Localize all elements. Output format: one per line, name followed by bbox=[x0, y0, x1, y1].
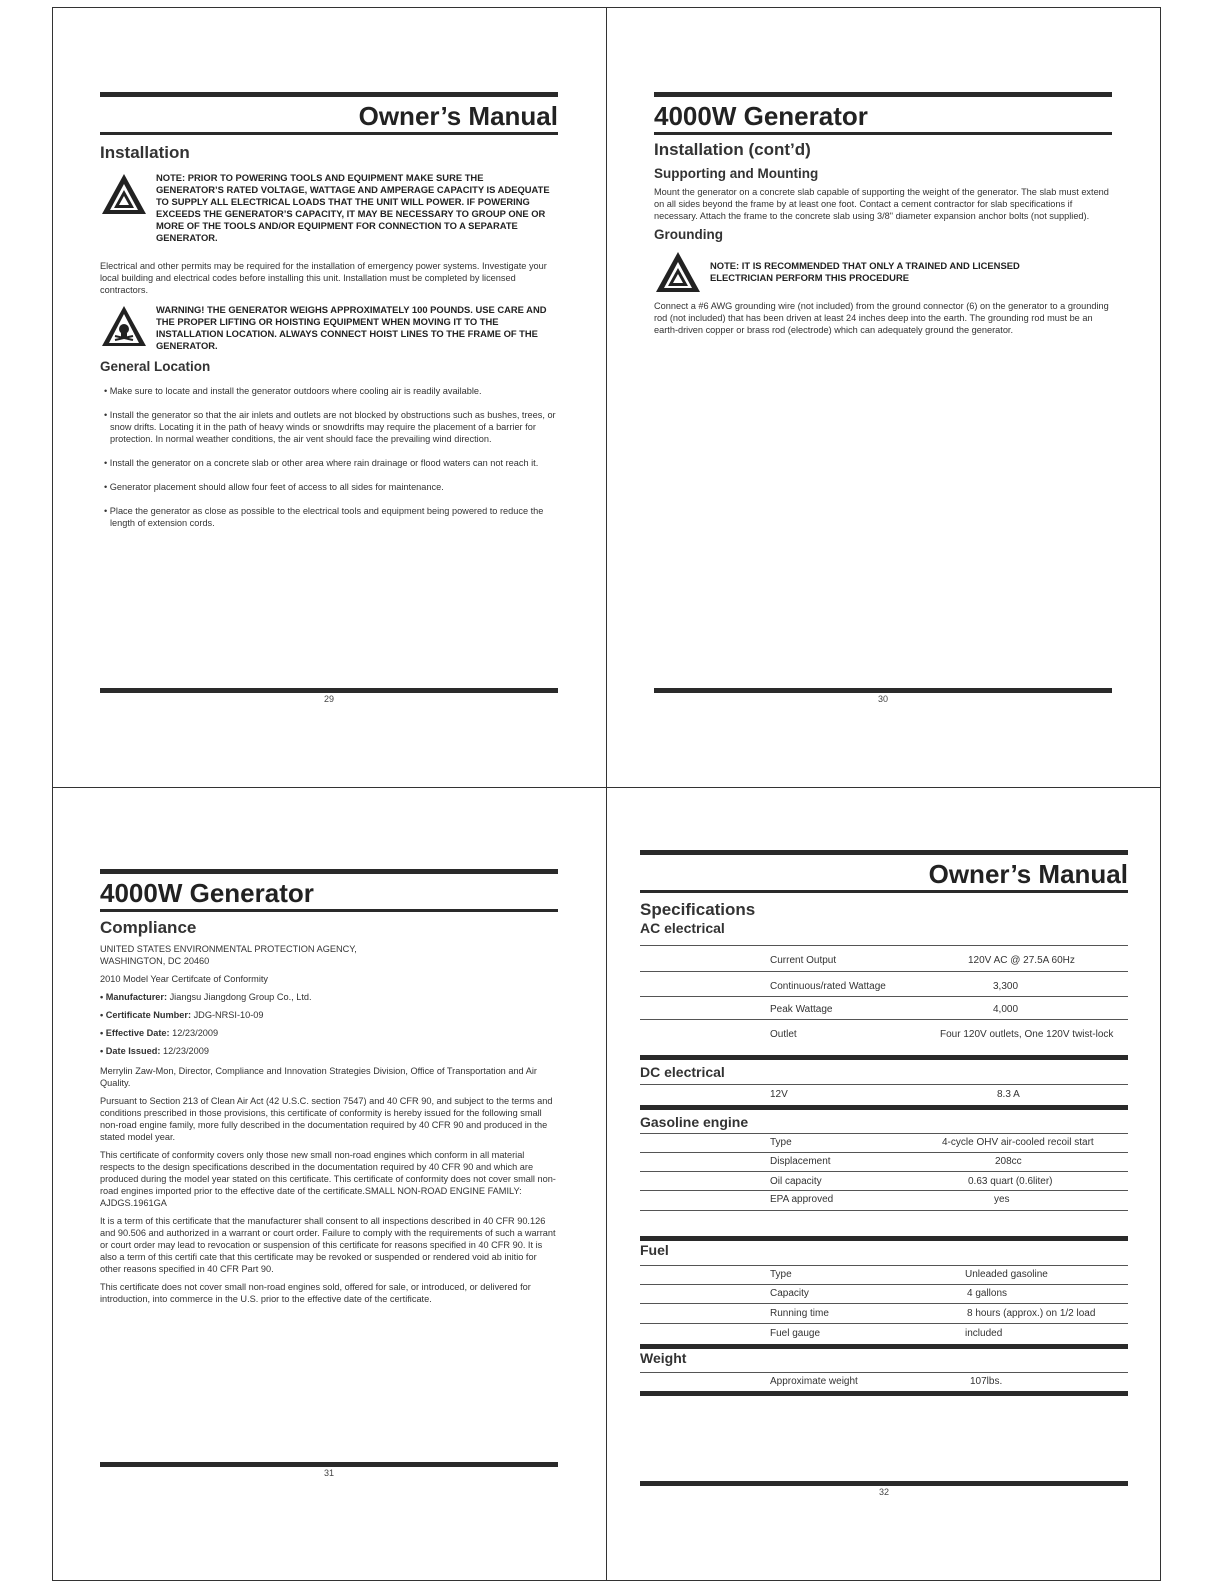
group-rule bbox=[640, 1236, 1128, 1241]
top-rule bbox=[640, 850, 1128, 855]
spec-key: Outlet bbox=[770, 1029, 797, 1040]
certificate-title: 2010 Model Year Certifcate of Conformity bbox=[100, 974, 269, 984]
page-31 bbox=[100, 869, 558, 1305]
rule bbox=[640, 1190, 1128, 1191]
spec-value: 8 hours (approx.) on 1/2 load bbox=[967, 1308, 1096, 1319]
page-title: Owner’s Manual bbox=[928, 859, 1128, 889]
spec-key: Running time bbox=[770, 1308, 829, 1319]
section-heading-compliance: Compliance bbox=[100, 918, 197, 937]
mounting-paragraph: Mount the generator on a concrete slab capable of supporting the weight of the generator. The slab must extend on all sides beyond the frame by at least one foot. Contact a cement contractor for slab specifications if necessary. Attach the frame to the concrete slab using 3/8" diameter expansion anchor bolts (not supplied). bbox=[654, 187, 1109, 221]
rule bbox=[640, 1152, 1128, 1153]
page-title: 4000W Generator bbox=[654, 101, 868, 131]
note-block bbox=[100, 172, 558, 244]
subheading-supporting-mounting: Supporting and Mounting bbox=[654, 166, 819, 181]
spec-value: 107lbs. bbox=[970, 1376, 1003, 1387]
field-value: Jiangsu Jiangdong Group Co., Ltd. bbox=[167, 992, 312, 1002]
subheading-grounding: Grounding bbox=[654, 227, 723, 242]
note-block bbox=[654, 250, 1112, 294]
rule bbox=[640, 945, 1128, 946]
group-label-weight: Weight bbox=[640, 1350, 687, 1366]
grounding-paragraph: Connect a #6 AWG grounding wire (not included) from the ground connector (6) on the generator to a grounding rod (not included) that has been driven at least 24 inches deep into the earth. The grounding rod must be an earth-driven copper or brass rod (electrode) which can adequately ground the generator. bbox=[654, 301, 1109, 335]
spec-key: Oil capacity bbox=[770, 1176, 822, 1187]
date-issued-line bbox=[100, 1045, 558, 1057]
section-heading-installation-contd: Installation (cont’d) bbox=[654, 140, 811, 159]
spec-key: Type bbox=[770, 1137, 792, 1148]
rule bbox=[640, 1210, 1128, 1211]
spec-key: Capacity bbox=[770, 1288, 809, 1299]
warning-text: WARNING! THE GENERATOR WEIGHS APPROXIMATELY 100 POUNDS. USE CARE AND THE PROPER LIFTING OR HOISTING EQUIPMENT WHEN MOVING IT TO THE INSTALLATION LOCATION. ALWAYS CONNECT HOIST LINES TO THE FRAME OF THE GENERATOR. bbox=[156, 304, 547, 351]
rule bbox=[640, 1133, 1128, 1134]
compliance-paragraph: Pursuant to Section 213 of Clean Air Act (42 U.S.C. section 7547) and 40 CFR 90, and subject to the terms and conditions prescribed in those provisions, this certificate of conformity is hereby issued for the following small non-road engine family, more fully described in the documentation required by 40 CFR 90 and produced in the stated model year. bbox=[100, 1096, 553, 1142]
spec-value: 8.3 A bbox=[997, 1089, 1020, 1100]
director-paragraph: Merrylin Zaw-Mon, Director, Compliance and Innovation Strategies Division, Office of Transportation and Air Quality. bbox=[100, 1066, 537, 1088]
compliance-paragraph: This certificate of conformity covers only those new small non-road engines which conform in all material respects to the design specifications described in the documentation required by 40 CFR 90 and which are produced during the model year stated on this certificate. This certificate of conformity does not cover small non-road engines imported prior to the effective date of the certificate.SMALL NON-ROAD ENGINE FAMILY: AJDGS.1961GA bbox=[100, 1150, 556, 1208]
page-title: 4000W Generator bbox=[100, 878, 314, 908]
spec-table bbox=[640, 920, 1128, 1400]
field-label: • Date Issued: bbox=[100, 1046, 161, 1056]
rule bbox=[640, 1372, 1128, 1373]
rule bbox=[640, 996, 1128, 997]
agency-line: UNITED STATES ENVIRONMENTAL PROTECTION AGENCY, bbox=[100, 944, 357, 954]
page-29 bbox=[100, 92, 558, 529]
spec-value: 0.63 quart (0.6liter) bbox=[968, 1176, 1053, 1187]
compliance-paragraph: It is a term of this certificate that the manufacturer shall consent to all inspections described in 40 CFR 90.126 and 90.506 and authorized in a warrant or court order. Failure to comply with the requirements of such a warrant or court order may lead to revocation or suspension of this certificate for reasons specified in 40 CFR 90. It is also a term of this certifi cate that this certificate may be revoked or suspended or rendered void ab initio for other reasons specified in 40 CFR Part 90. bbox=[100, 1216, 556, 1274]
group-rule bbox=[640, 1055, 1128, 1060]
section-heading-specifications: Specifications bbox=[640, 900, 756, 919]
group-label-fuel: Fuel bbox=[640, 1242, 669, 1258]
spec-key: 12V bbox=[770, 1089, 788, 1100]
group-rule bbox=[640, 1391, 1128, 1396]
list-item: • Place the generator as close as possible to the electrical tools and equipment being powered to reduce the length of extension cords. bbox=[104, 506, 544, 528]
field-label: • Manufacturer: bbox=[100, 992, 168, 1002]
certificate-number-line bbox=[100, 1009, 558, 1021]
rule bbox=[640, 1019, 1128, 1020]
spec-value: Four 120V outlets, One 120V twist-lock bbox=[940, 1029, 1114, 1040]
spec-key: Peak Wattage bbox=[770, 1004, 833, 1015]
title-rule bbox=[100, 132, 558, 135]
rule bbox=[640, 1303, 1128, 1304]
spec-value: 208cc bbox=[995, 1156, 1022, 1167]
footer-rule bbox=[100, 688, 558, 693]
note-text: NOTE: PRIOR TO POWERING TOOLS AND EQUIPMENT MAKE SURE THE GENERATOR’S RATED VOLTAGE, WATTAGE AND AMPERAGE CAPACITY IS ADEQUATE TO SUPPLY ALL ELECTRICAL LOADS THAT THE UNIT WILL POWER. IF POWERING EXCEEDS THE GENERATOR’S CAPACITY, IT MAY BE NECESSARY TO GROUP ONE OR MORE OF THE TOOLS AND/OR EQUIPMENT FOR CONNECTION TO A SEPARATE GENERATOR. bbox=[156, 172, 550, 243]
horizontal-divider bbox=[52, 787, 1161, 788]
spec-value: 4 gallons bbox=[967, 1288, 1008, 1299]
agency-address: WASHINGTON, DC 20460 bbox=[100, 956, 210, 966]
page-number: 31 bbox=[323, 1468, 334, 1478]
rule bbox=[640, 1171, 1128, 1172]
field-value: 12/23/2009 bbox=[169, 1028, 219, 1038]
group-rule bbox=[640, 1105, 1128, 1110]
list-item: • Install the generator on a concrete slab or other area where rain drainage or flood waters can not reach it. bbox=[104, 458, 539, 468]
page-32 bbox=[640, 850, 1128, 920]
section-heading-installation: Installation bbox=[100, 143, 190, 162]
page-number: 29 bbox=[323, 694, 334, 704]
vertical-divider bbox=[606, 7, 607, 1581]
spec-value: 4,000 bbox=[993, 1004, 1019, 1015]
group-rule bbox=[640, 1344, 1128, 1349]
footer-rule bbox=[654, 688, 1112, 693]
group-label-engine: Gasoline engine bbox=[640, 1114, 749, 1130]
effective-date-line bbox=[100, 1027, 558, 1039]
top-rule bbox=[100, 92, 558, 97]
footer-rule bbox=[100, 1462, 558, 1467]
field-value: JDG-NRSI-10-09 bbox=[191, 1010, 264, 1020]
spec-key: EPA approved bbox=[770, 1194, 834, 1205]
rule bbox=[640, 971, 1128, 972]
spec-value: 3,300 bbox=[993, 981, 1019, 992]
spec-key: Current Output bbox=[770, 955, 837, 966]
field-label: • Effective Date: bbox=[100, 1028, 170, 1038]
page-number: 32 bbox=[878, 1487, 889, 1497]
page-number: 30 bbox=[877, 694, 888, 704]
spec-value: 4-cycle OHV air-cooled recoil start bbox=[942, 1137, 1094, 1148]
spec-key: Type bbox=[770, 1269, 792, 1280]
list-item: • Make sure to locate and install the generator outdoors where cooling air is readily available. bbox=[104, 386, 482, 396]
title-rule bbox=[654, 132, 1112, 135]
list-item: • Install the generator so that the air inlets and outlets are not blocked by obstructions such as bushes, trees, or snow drifts. Locating it in the path of heavy winds or snowdrifts may require the placement of a barrier for protection. In normal weather conditions, the air vent should face the prevailing wind direction. bbox=[104, 410, 556, 444]
rule bbox=[640, 1084, 1128, 1085]
page-30 bbox=[654, 92, 1112, 336]
compliance-paragraph: This certificate does not cover small non-road engines sold, offered for sale, or introduced, or delivered for introduction, into commerce in the U.S. prior to the effective date of the certificate. bbox=[100, 1282, 531, 1304]
rule bbox=[640, 1284, 1128, 1285]
spec-value: yes bbox=[994, 1194, 1010, 1205]
warning-triangle-icon bbox=[100, 172, 148, 216]
field-label: • Certificate Number: bbox=[100, 1010, 192, 1020]
manufacturer-line bbox=[100, 991, 558, 1003]
rule bbox=[640, 1323, 1128, 1324]
list-item: • Generator placement should allow four feet of access to all sides for maintenance. bbox=[104, 482, 444, 492]
group-label-ac: AC electrical bbox=[640, 920, 725, 936]
permits-paragraph: Electrical and other permits may be required for the installation of emergency power systems. Investigate your local building and electrical codes before installing this unit. Installation must be completed by licensed contractors. bbox=[100, 261, 547, 295]
top-rule bbox=[654, 92, 1112, 97]
spec-value: Unleaded gasoline bbox=[965, 1269, 1048, 1280]
spec-key: Displacement bbox=[770, 1156, 831, 1167]
spec-key: Approximate weight bbox=[770, 1376, 858, 1387]
warning-triangle-icon bbox=[654, 250, 702, 294]
hazard-skull-icon bbox=[100, 304, 148, 348]
top-rule bbox=[100, 869, 558, 874]
rule bbox=[640, 1265, 1128, 1266]
group-label-dc: DC electrical bbox=[640, 1064, 725, 1080]
title-rule bbox=[640, 890, 1128, 893]
spec-key: Continuous/rated Wattage bbox=[770, 981, 886, 992]
footer-rule bbox=[640, 1481, 1128, 1486]
spec-key: Fuel gauge bbox=[770, 1328, 821, 1339]
note-text: NOTE: IT IS RECOMMENDED THAT ONLY A TRAINED AND LICENSED ELECTRICIAN PERFORM THIS PROCEDURE bbox=[710, 260, 1020, 283]
page-title: Owner’s Manual bbox=[358, 101, 558, 131]
warning-block bbox=[100, 304, 558, 352]
section-heading-general-location: General Location bbox=[100, 359, 211, 374]
spec-value: included bbox=[965, 1328, 1003, 1339]
title-rule bbox=[100, 909, 558, 912]
field-value: 12/23/2009 bbox=[160, 1046, 209, 1056]
spec-value: 120V AC @ 27.5A 60Hz bbox=[968, 955, 1075, 966]
